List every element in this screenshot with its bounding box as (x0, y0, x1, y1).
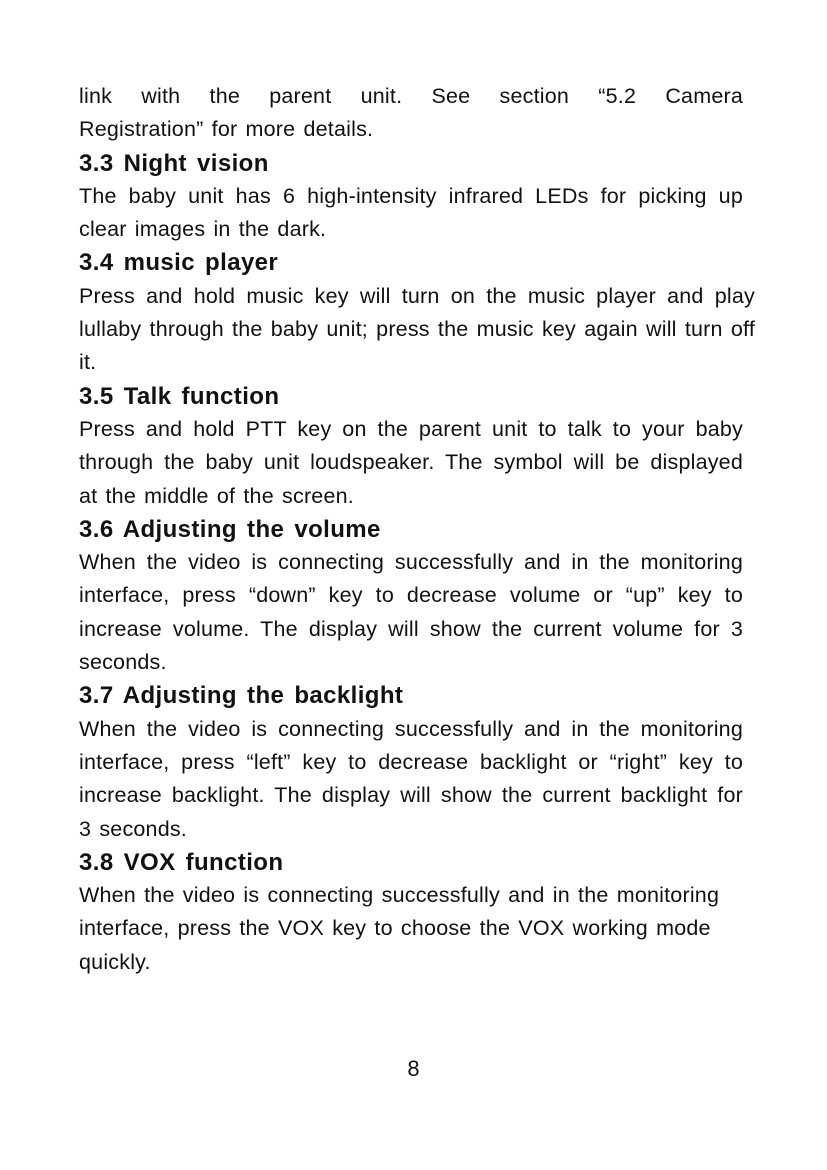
heading-adjusting-backlight: 3.7 Adjusting the backlight (79, 682, 404, 710)
heading-adjusting-volume: 3.6 Adjusting the volume (79, 515, 381, 543)
heading-night-vision: 3.3 Night vision (79, 149, 269, 177)
body-adjusting-volume: When the video is connecting successfully and in the monitoring interface, press “down” key to decrease volume or “up” key to increase volume. The display will show the current volume for 3 seconds. (79, 550, 743, 675)
body-talk-function: Press and hold PTT key on the parent unit to talk to your baby through the baby unit loudspeaker. The symbol will be displayed at the middle of the screen. (79, 416, 743, 508)
page-number: 8 (407, 1056, 420, 1081)
body-adjusting-backlight: When the video is connecting successfully and in the monitoring interface, press “left” key to decrease backlight or “right” key to increase backlight. The display will show the current backlight for 3 seconds. (79, 716, 743, 841)
body-night-vision: The baby unit has 6 high-intensity infrared LEDs for picking up clear images in the dark. (79, 183, 743, 242)
intro-line-1: link with the parent unit. See section “5.2 Camera (79, 84, 743, 108)
body-music-player: Press and hold music key will turn on the music player and play lullaby through the baby unit; press the music key again will turn off it. (79, 283, 755, 375)
intro-line-2: Registration” for more details. (79, 117, 374, 142)
heading-vox-function: 3.8 VOX function (79, 848, 284, 876)
body-vox-function: When the video is connecting successfully and in the monitoring interface, press the VOX key to choose the VOX working mode quickly. (79, 883, 720, 974)
heading-music-player: 3.4 music player (79, 249, 279, 277)
heading-talk-function: 3.5 Talk function (79, 382, 280, 410)
manual-page (79, 80, 755, 979)
